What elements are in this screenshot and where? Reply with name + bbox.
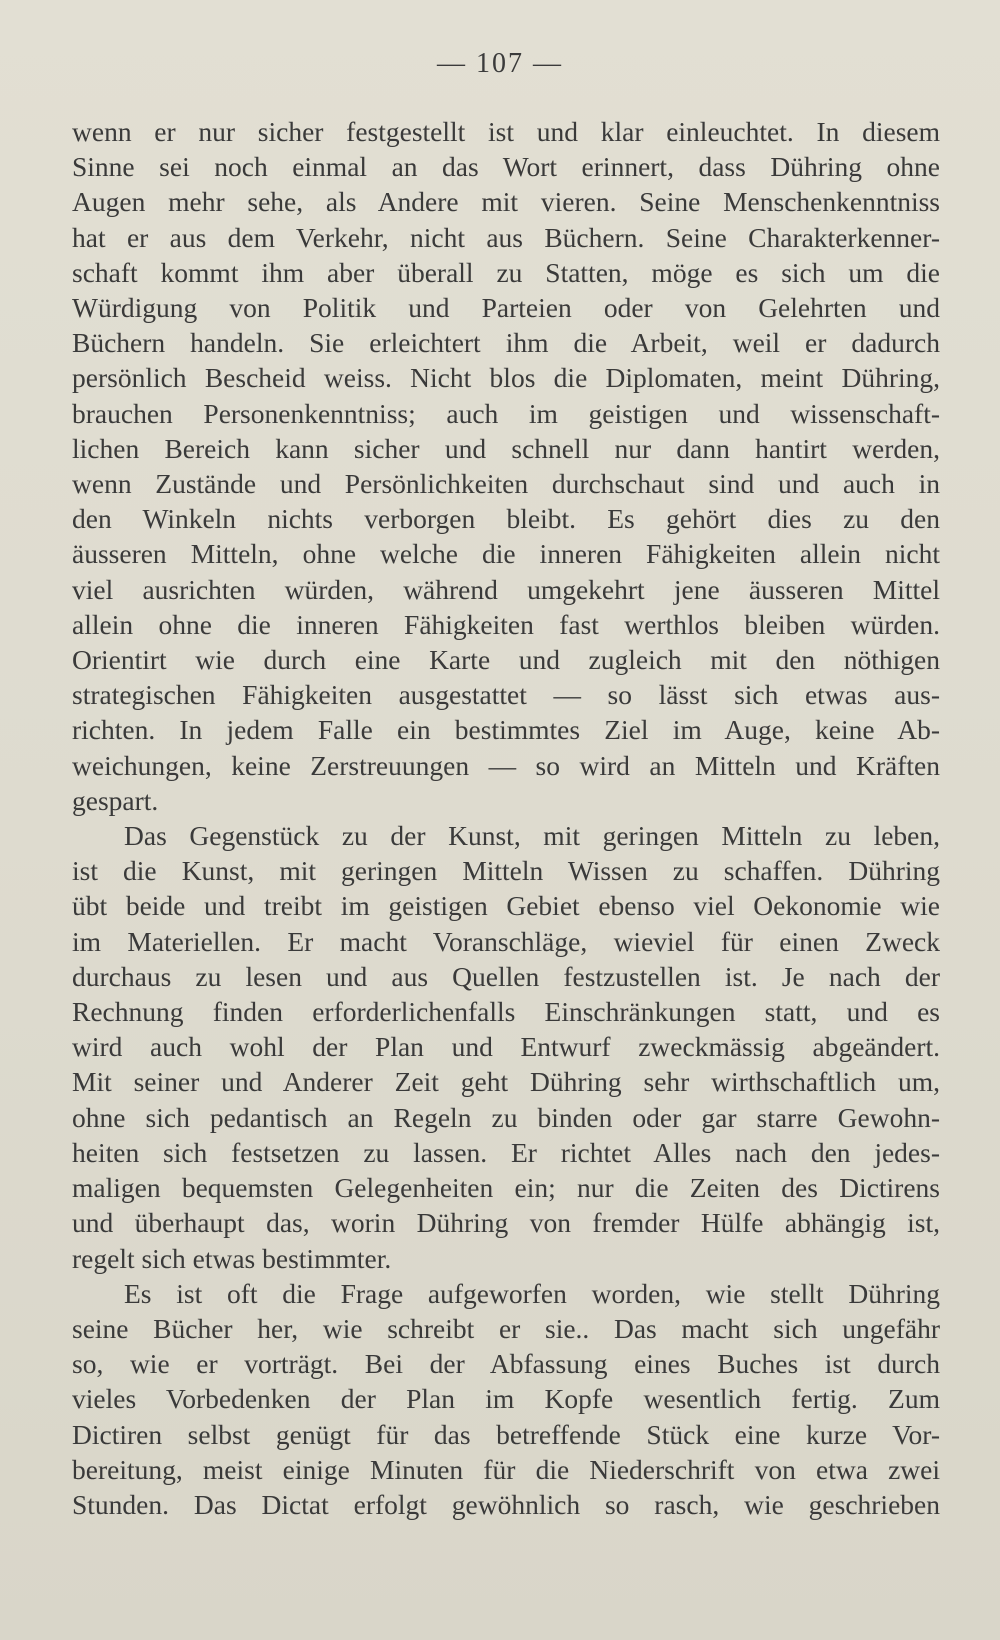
body-text xyxy=(72,114,940,1522)
paragraph-2 xyxy=(72,818,940,1276)
text-line: Mit seiner und Anderer Zeit geht Dühring sehr wirthschaftlich um, xyxy=(72,1066,940,1098)
text-line: brauchen Personenkenntniss; auch im geistigen und wissenschaft- xyxy=(72,397,940,429)
paragraph-3 xyxy=(72,1276,940,1522)
text-line: gespart. xyxy=(72,784,159,816)
text-line: ohne sich pedantisch an Regeln zu binden oder gar starre Gewohn- xyxy=(72,1101,940,1133)
text-line: äusseren Mitteln, ohne welche die inneren Fähigkeiten allein nicht xyxy=(72,538,940,570)
text-line: hat er aus dem Verkehr, nicht aus Büchern. Seine Charakterkenner- xyxy=(72,221,940,253)
paragraph-1 xyxy=(72,114,940,818)
text-line: heiten sich festsetzen zu lassen. Er richtet Alles nach den jedes- xyxy=(72,1136,940,1168)
text-line: bereitung, meist einige Minuten für die Niederschrift von etwa zwei xyxy=(72,1453,940,1485)
text-line: allein ohne die inneren Fähigkeiten fast werthlos bleiben würden. xyxy=(72,608,940,640)
text-line: übt beide und treibt im geistigen Gebiet ebenso viel Oekonomie wie xyxy=(72,890,940,922)
text-line: weichungen, keine Zerstreuungen — so wird an Mitteln und Kräften xyxy=(72,749,940,781)
text-line: den Winkeln nichts verborgen bleibt. Es gehört dies zu den xyxy=(72,503,940,535)
text-line: schaft kommt ihm aber überall zu Statten, möge es sich um die xyxy=(72,256,940,288)
text-line: Stunden. Das Dictat erfolgt gewöhnlich so rasch, wie geschrieben xyxy=(72,1488,940,1520)
text-line: Büchern handeln. Sie erleichtert ihm die Arbeit, weil er dadurch xyxy=(72,327,940,359)
text-line: durchaus zu lesen und aus Quellen festzustellen ist. Je nach der xyxy=(72,960,940,992)
text-line: ist die Kunst, mit geringen Mitteln Wissen zu schaffen. Dühring xyxy=(72,855,940,887)
text-line: Dictiren selbst genügt für das betreffende Stück eine kurze Vor- xyxy=(72,1418,940,1450)
text-line: richten. In jedem Falle ein bestimmtes Ziel im Auge, keine Ab- xyxy=(72,714,940,746)
text-line: Es ist oft die Frage aufgeworfen worden, wie stellt Dühring xyxy=(124,1277,940,1309)
text-line: maligen bequemsten Gelegenheiten ein; nur die Zeiten des Dictirens xyxy=(72,1172,940,1204)
text-line: lichen Bereich kann sicher und schnell nur dann hantirt werden, xyxy=(72,432,940,464)
text-line: Das Gegenstück zu der Kunst, mit geringen Mitteln zu leben, xyxy=(124,820,940,852)
text-line: im Materiellen. Er macht Voranschläge, wieviel für einen Zweck xyxy=(72,925,940,957)
text-line: wenn Zustände und Persönlichkeiten durchschaut sind und auch in xyxy=(72,468,940,500)
text-line: wenn er nur sicher festgestellt ist und klar einleuchtet. In diesem xyxy=(72,116,940,147)
text-line: Sinne sei noch einmal an das Wort erinnert, dass Dühring ohne xyxy=(72,151,940,183)
text-line: Rechnung finden erforderlichenfalls Einschränkungen statt, und es xyxy=(72,996,940,1028)
text-line: Augen mehr sehe, als Andere mit vieren. Seine Menschenkenntniss xyxy=(72,186,940,218)
text-line: Würdigung von Politik und Parteien oder von Gelehrten und xyxy=(72,292,940,324)
text-line: strategischen Fähigkeiten ausgestattet — so lässt sich etwas aus- xyxy=(72,679,940,711)
text-line: und überhaupt das, worin Dühring von fremder Hülfe abhängig ist, xyxy=(72,1207,940,1239)
text-line: regelt sich etwas bestimmter. xyxy=(72,1242,392,1274)
text-line: so, wie er vorträgt. Bei der Abfassung eines Buches ist durch xyxy=(72,1348,940,1380)
text-line: Orientirt wie durch eine Karte und zugleich mit den nöthigen xyxy=(72,644,940,676)
page-number: — 107 — xyxy=(437,48,563,79)
text-line: wird auch wohl der Plan und Entwurf zweckmässig abgeändert. xyxy=(72,1031,940,1063)
text-line: persönlich Bescheid weiss. Nicht blos die Diplomaten, meint Dühring, xyxy=(72,362,940,394)
text-line: viel ausrichten würden, während umgekehrt jene äusseren Mittel xyxy=(72,573,940,605)
text-line: vieles Vorbedenken der Plan im Kopfe wesentlich fertig. Zum xyxy=(72,1383,940,1415)
text-line: seine Bücher her, wie schreibt er sie.. Das macht sich ungefähr xyxy=(72,1312,940,1344)
